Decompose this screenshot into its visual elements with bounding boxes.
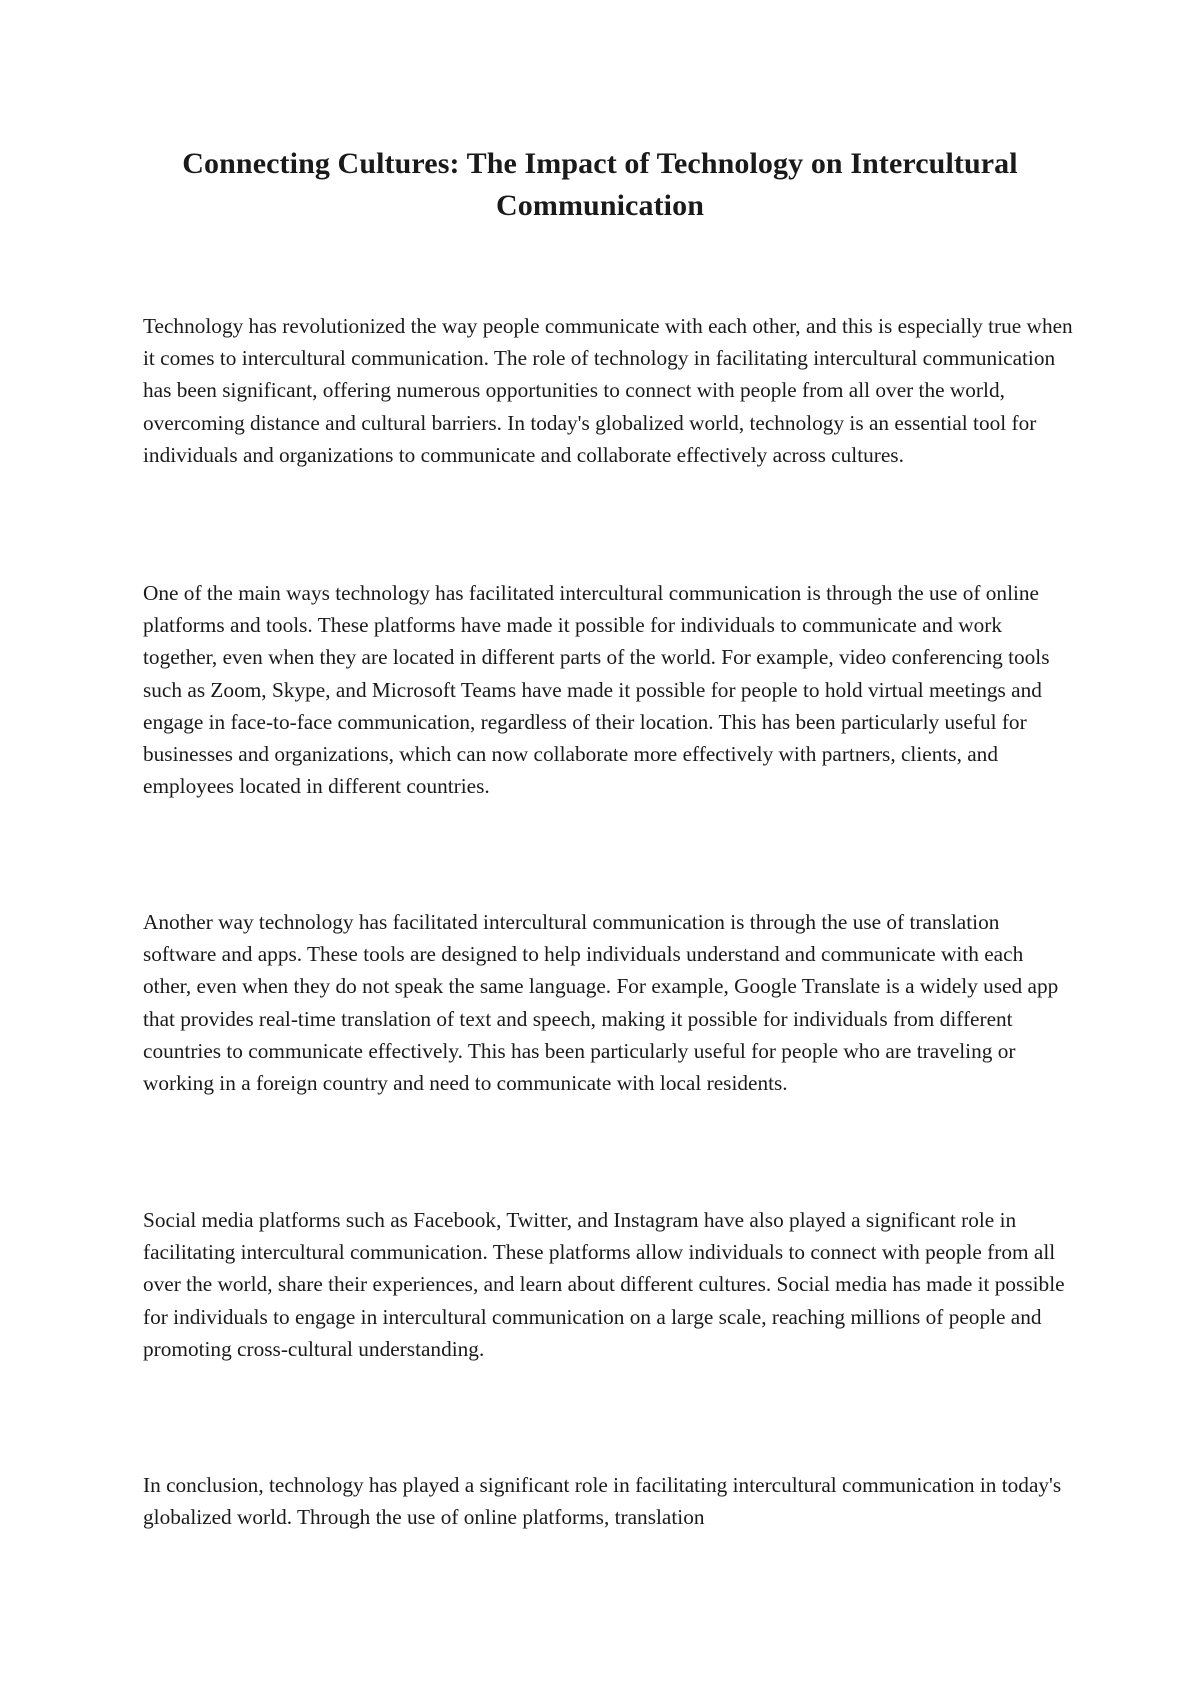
paragraph-intro: Technology has revolutionized the way people communicate with each other, and this is especially true when it comes to intercultural communication. The role of technology in facilitating intercultural communication has been significant, offering numerous opportunities to connect with people from all over the world, overcoming distance and cultural barriers. In today's globalized world, technology is an essential tool for individuals and organizations to communicate and collaborate effectively across cultures.: [143, 314, 1073, 467]
paragraph-social-media: Social media platforms such as Facebook, Twitter, and Instagram have also played a significant role in facilitating intercultural communication. These platforms allow individuals to connect with people from all over the world, share their experiences, and learn about different cultures. Social media has made it possible for individuals to engage in intercultural communication on a large scale, reaching millions of people and promoting cross-cultural understanding.: [143, 1208, 1065, 1361]
paragraph-conclusion: In conclusion, technology has played a significant role in facilitating intercultural communication in today's globalized world. Through the use of online platforms, translation: [143, 1473, 1062, 1530]
paragraph-online-platforms: One of the main ways technology has facilitated intercultural communication is through the use of online platforms and tools. These platforms have made it possible for individuals to communicate and work together, even when they are located in different parts of the world. For example, video conferencing tools such as Zoom, Skype, and Microsoft Teams have made it possible for people to hold virtual meetings and engage in face-to-face communication, regardless of their location. This has been particularly useful for businesses and organizations, which can now collaborate more effectively with partners, clients, and employees located in different countries.: [143, 581, 1050, 799]
document-title: Connecting Cultures: The Impact of Technology on Intercultural Communication: [182, 147, 1018, 222]
paragraph-translation-software: Another way technology has facilitated intercultural communication is through the use of translation software and apps. These tools are designed to help individuals understand and communicate with each other, even when they do not speak the same language. For example, Google Translate is a widely used app that provides real-time translation of text and speech, making it possible for individuals from different countries to communicate effectively. This has been particularly useful for people who are traveling or working in a foreign country and need to communicate with local residents.: [143, 910, 1059, 1096]
